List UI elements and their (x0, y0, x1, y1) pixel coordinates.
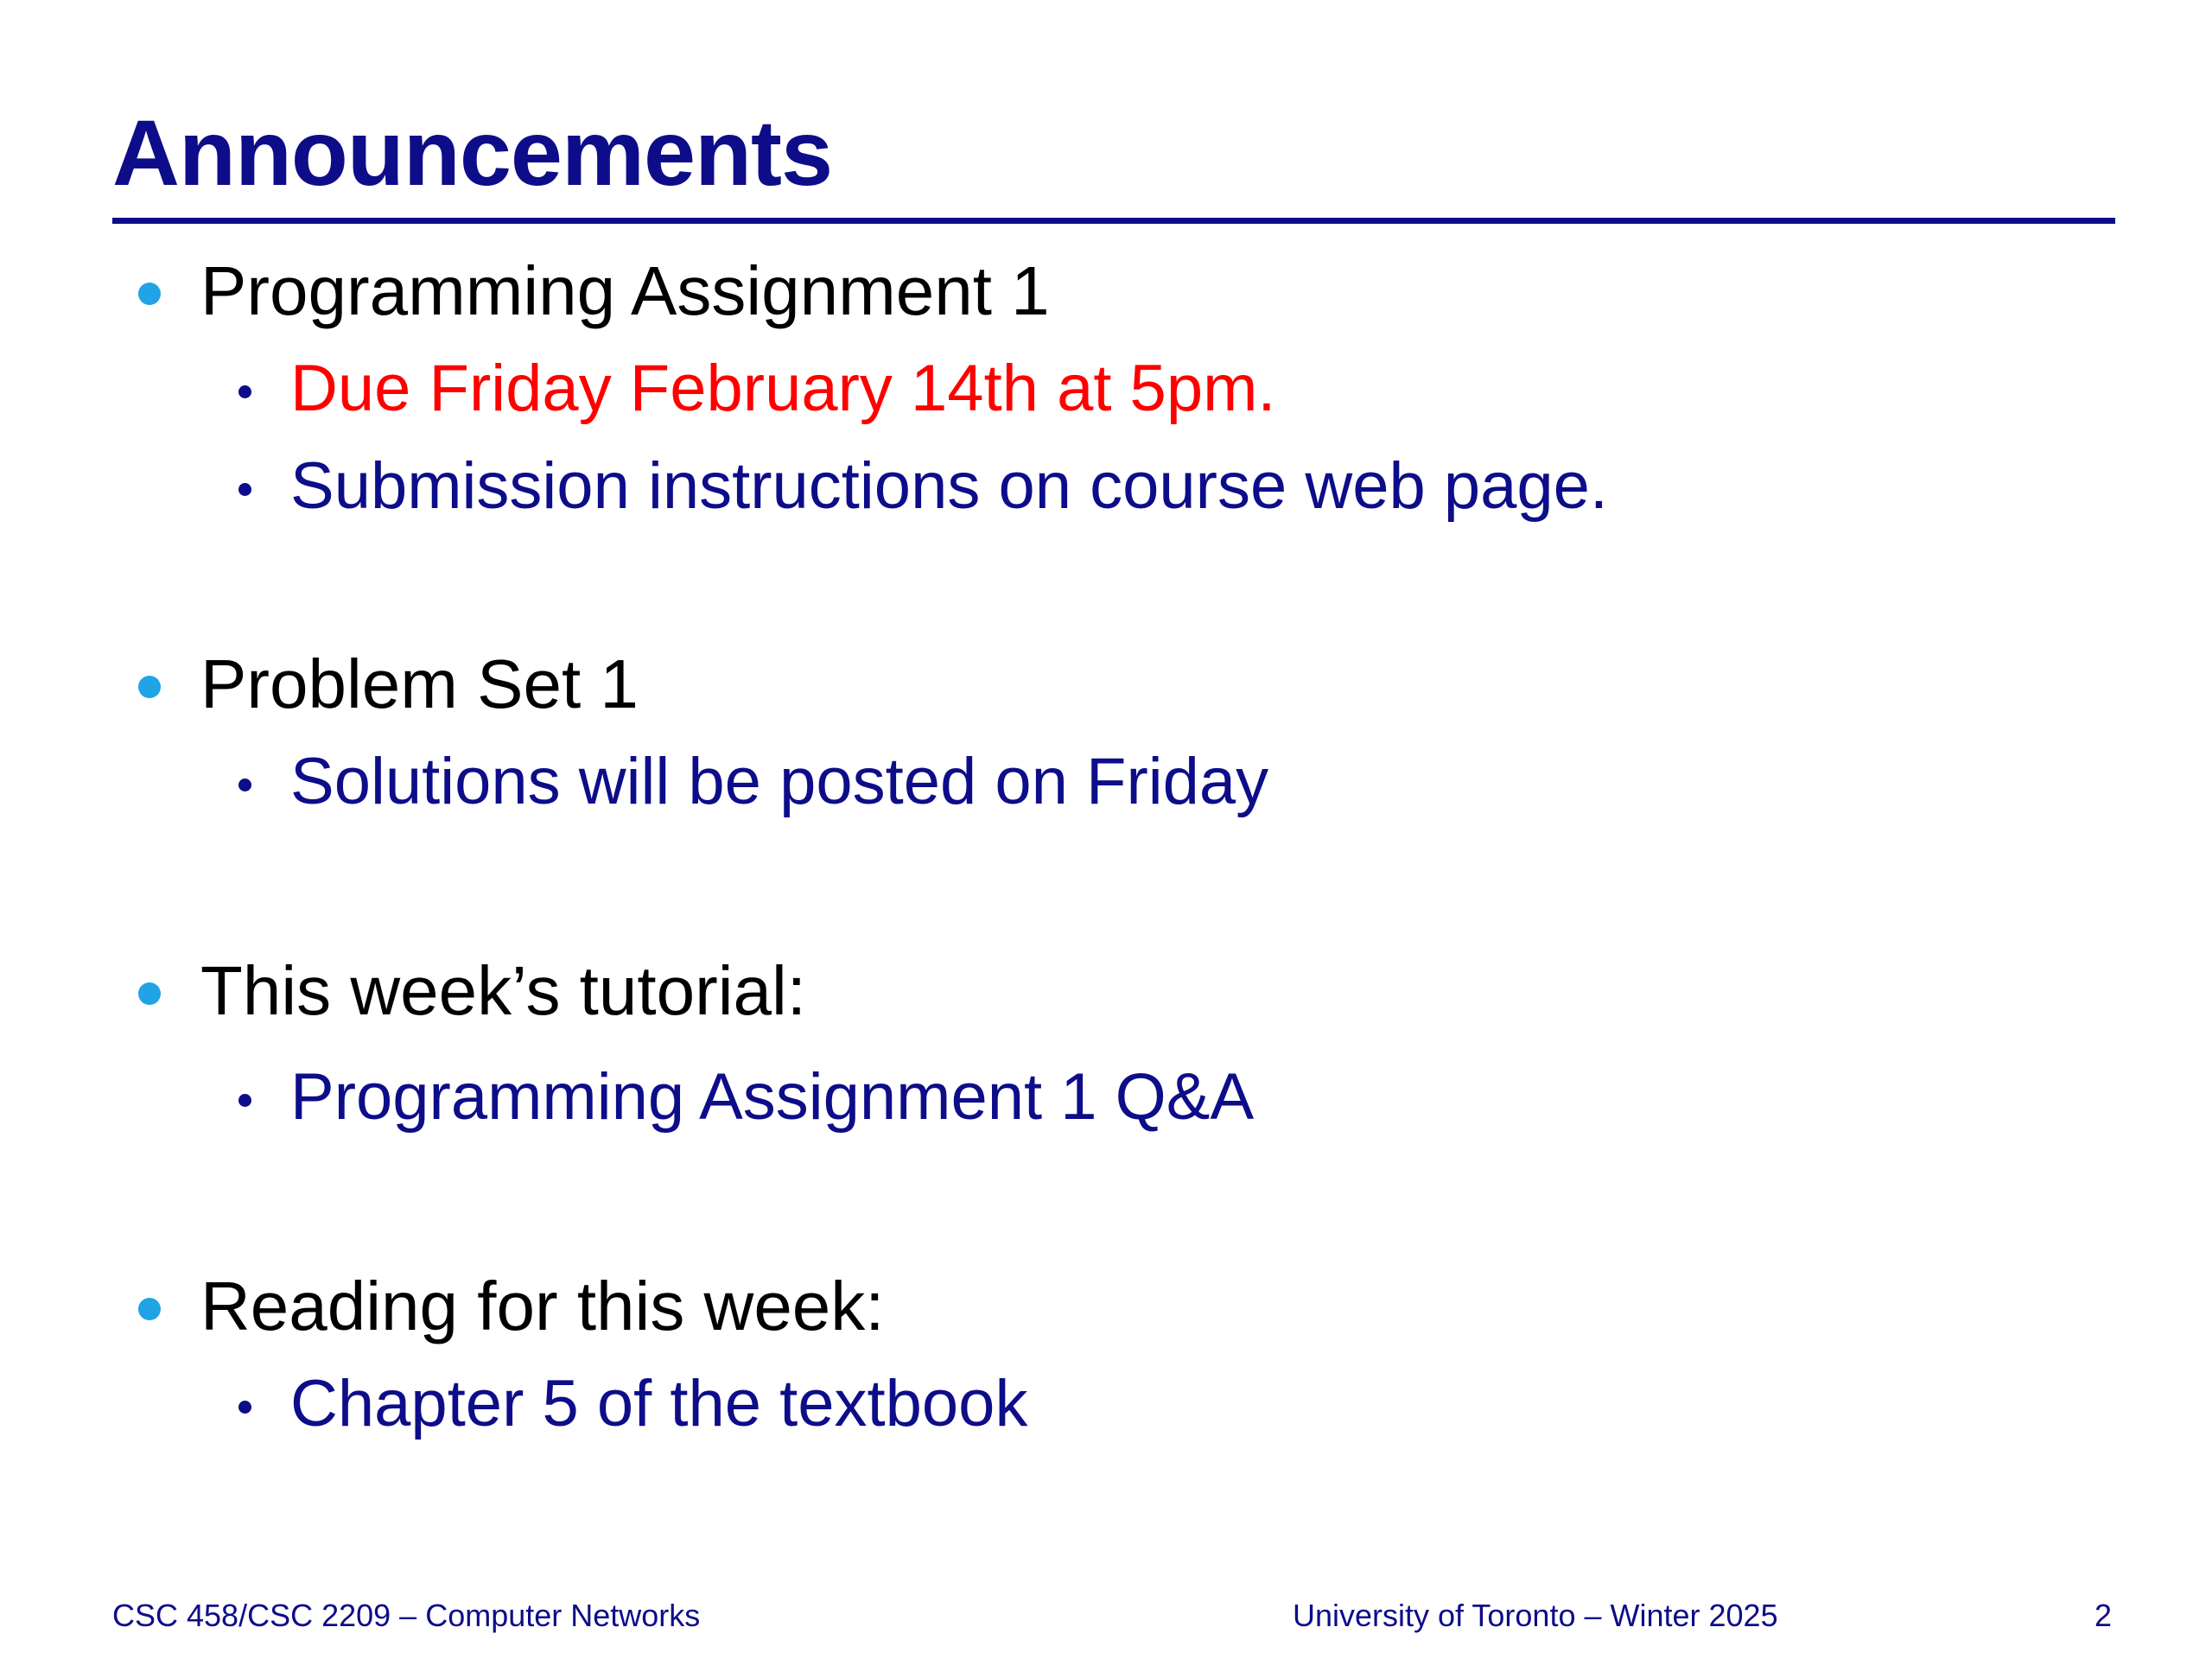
bullet-icon (138, 283, 161, 305)
item-text: Submission instructions on course web page. (290, 449, 1609, 523)
section-heading-text: Problem Set 1 (200, 645, 639, 722)
bullet-icon (238, 779, 251, 791)
bullet-icon (238, 1094, 251, 1107)
item-text: Due Friday February 14th at 5pm. (290, 352, 1276, 425)
item-reading-chapter (290, 1367, 1028, 1440)
bullet-icon (238, 483, 251, 496)
bullet-icon (138, 982, 161, 1005)
item-due-date (290, 352, 1276, 425)
item-tutorial-topic (290, 1060, 1255, 1134)
bullet-icon (238, 385, 251, 398)
item-submission-instructions (290, 449, 1609, 523)
section-heading-text: Programming Assignment 1 (200, 252, 1050, 329)
item-text: Chapter 5 of the textbook (290, 1367, 1028, 1440)
bullet-icon (138, 676, 161, 698)
footer-institution: University of Toronto – Winter 2025 (1293, 1598, 1778, 1633)
item-text: Programming Assignment 1 Q&A (290, 1060, 1255, 1134)
item-text: Solutions will be posted on Friday (290, 745, 1269, 818)
section-heading-programming-assignment (200, 252, 1050, 329)
item-solutions (290, 745, 1269, 818)
section-heading-text: Reading for this week: (200, 1268, 885, 1344)
footer-page-number: 2 (2094, 1598, 2113, 1633)
section-heading-problem-set (200, 645, 639, 722)
title-underline (112, 218, 2115, 224)
section-heading-tutorial (200, 952, 807, 1029)
bullet-icon (238, 1401, 251, 1414)
slide-title: Announcements (112, 100, 833, 205)
bullet-icon (138, 1298, 161, 1320)
section-heading-text: This week’s tutorial: (200, 952, 807, 1029)
section-heading-reading (200, 1268, 885, 1344)
footer-course: CSC 458/CSC 2209 – Computer Networks (112, 1598, 701, 1633)
